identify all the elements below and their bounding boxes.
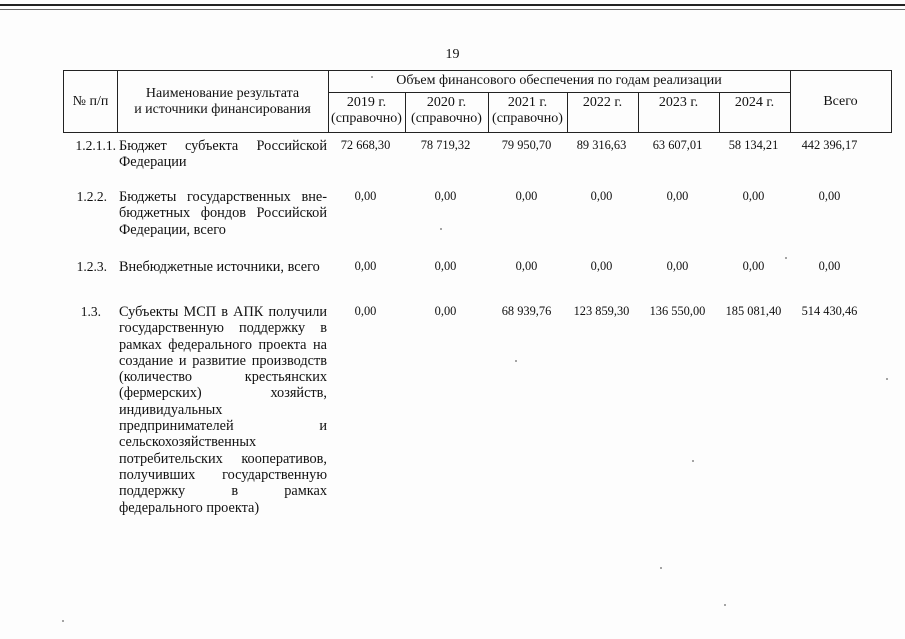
header-year-2023: 2023 г. xyxy=(658,95,699,110)
value-2023: 0,00 xyxy=(666,189,689,203)
scan-speck xyxy=(440,228,442,230)
row-number: 1.3. xyxy=(80,304,101,319)
scan-speck xyxy=(515,360,517,362)
row-name: Внебюджетные источники, всего xyxy=(119,259,320,275)
value-2021: 0,00 xyxy=(515,189,538,203)
row-number: 1.2.1.1. xyxy=(75,138,116,153)
value-2021: 68 939,76 xyxy=(501,304,552,318)
table-header xyxy=(63,70,892,133)
scan-speck xyxy=(371,76,373,78)
value-2019: 0,00 xyxy=(354,304,377,318)
value-2020: 0,00 xyxy=(434,259,457,273)
value-2019: 0,00 xyxy=(354,259,377,273)
scan-speck xyxy=(660,567,662,569)
header-funding-group: Объем финансового обеспечения по годам реализации xyxy=(396,73,722,88)
row-number: 1.2.2. xyxy=(76,189,107,204)
header-year-2019-note: (справочно) xyxy=(331,111,402,126)
header-year-2022: 2022 г. xyxy=(582,95,623,110)
row-name: Субъекты МСП в АПК получили государственную поддержку в рамках федерального проекта на создание и развитие производств (количество крестьянских (фермерских) хозяйств, индивидуальных предпринимателей и сельскохозяйственных потребительских кооперативов, получивших государственную поддержку в рамках федерального проекта) xyxy=(119,304,327,516)
value-2023: 0,00 xyxy=(666,259,689,273)
header-year-2024: 2024 г. xyxy=(734,95,775,110)
value-2023: 63 607,01 xyxy=(652,138,703,152)
scan-speck xyxy=(692,460,694,462)
value-2022: 123 859,30 xyxy=(573,304,630,318)
page-number: 19 xyxy=(445,47,460,62)
value-2019: 0,00 xyxy=(354,189,377,203)
value-total: 442 396,17 xyxy=(801,138,858,152)
header-year-2021-note: (справочно) xyxy=(492,111,563,126)
value-total: 514 430,46 xyxy=(801,304,858,318)
value-total: 0,00 xyxy=(818,189,841,203)
top-border-line xyxy=(0,4,905,6)
header-col-name-line2: и источники финансирования xyxy=(134,102,311,117)
header-year-2019: 2019 г. xyxy=(346,95,387,110)
value-2023: 136 550,00 xyxy=(649,304,706,318)
value-2020: 0,00 xyxy=(434,189,457,203)
value-2022: 0,00 xyxy=(590,189,613,203)
scan-speck xyxy=(886,378,888,380)
row-name: Бюджет субъекта Российской Федерации xyxy=(119,138,327,171)
row-number: 1.2.3. xyxy=(76,259,107,274)
value-2024: 0,00 xyxy=(742,189,765,203)
header-col-num: № п/п xyxy=(72,94,109,109)
header-year-2020-note: (справочно) xyxy=(411,111,482,126)
header-col-name-line1: Наименование результата xyxy=(145,86,300,101)
value-2020: 0,00 xyxy=(434,304,457,318)
value-2024: 185 081,40 xyxy=(725,304,782,318)
value-2021: 0,00 xyxy=(515,259,538,273)
value-total: 0,00 xyxy=(818,259,841,273)
header-year-2020: 2020 г. xyxy=(426,95,467,110)
value-2022: 89 316,63 xyxy=(576,138,627,152)
value-2021: 79 950,70 xyxy=(501,138,552,152)
top-border-line-thin xyxy=(0,9,905,10)
row-name: Бюджеты государственных вне-бюджетных фондов Российской Федерации, всего xyxy=(119,189,327,238)
value-2020: 78 719,32 xyxy=(420,138,471,152)
header-total: Всего xyxy=(823,94,858,109)
header-year-2021: 2021 г. xyxy=(507,95,548,110)
value-2024: 0,00 xyxy=(742,259,765,273)
scan-speck xyxy=(724,604,726,606)
value-2019: 72 668,30 xyxy=(340,138,391,152)
scan-speck xyxy=(62,620,64,622)
value-2022: 0,00 xyxy=(590,259,613,273)
value-2024: 58 134,21 xyxy=(728,138,779,152)
scan-speck xyxy=(785,257,787,259)
